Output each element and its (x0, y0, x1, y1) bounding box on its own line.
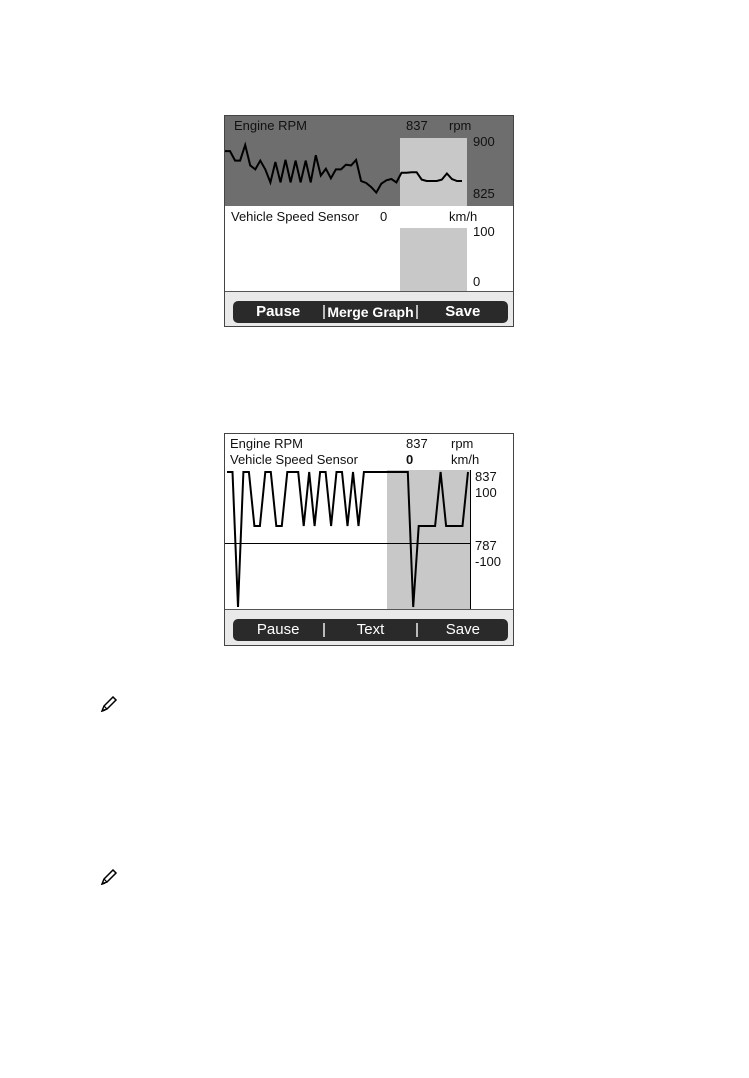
merged-graph-pane (225, 470, 513, 610)
note-pencil-icon (100, 696, 118, 712)
pid-unit: km/h (449, 209, 478, 224)
merge-graph-button[interactable]: Merge Graph (327, 304, 414, 320)
pid-name: Vehicle Speed Sensor (231, 209, 359, 224)
pid-value: 837 (406, 118, 428, 133)
text-button[interactable]: Text (356, 621, 385, 638)
axis-max-pid1: 837 (475, 470, 497, 484)
current-value-highlight (400, 228, 467, 292)
graph-screen-merged (224, 433, 514, 646)
axis-min-pid2: -100 (475, 554, 502, 569)
engine-rpm-graph-pane (225, 116, 513, 206)
pid-unit: rpm (449, 118, 472, 133)
graph-screen-individual (224, 115, 514, 327)
pid-unit: km/h (451, 452, 480, 467)
softkey-bar (233, 301, 508, 323)
axis-min: 825 (473, 186, 495, 201)
softkey-bar (233, 619, 508, 641)
pid-unit: rpm (451, 436, 474, 451)
axis-min-pid1: 787 (475, 538, 497, 553)
vehicle-speed-graph-pane (225, 206, 513, 292)
axis-max-pid2: 100 (475, 485, 497, 500)
save-button[interactable]: Save (445, 303, 481, 320)
current-value-highlight (387, 470, 470, 610)
pause-button[interactable]: Pause (256, 621, 300, 638)
note-pencil-icon (100, 869, 118, 885)
pid-value: 837 (406, 436, 428, 451)
pause-button[interactable]: Pause (256, 303, 301, 320)
pid-value: 0 (380, 209, 388, 224)
axis-max: 900 (473, 134, 495, 149)
pid-value: 0 (406, 452, 414, 467)
axis-min: 0 (473, 274, 481, 289)
pid-name: Vehicle Speed Sensor (230, 452, 358, 467)
merged-graph (225, 470, 513, 610)
pid-name: Engine RPM (234, 118, 307, 133)
save-button[interactable]: Save (445, 621, 480, 638)
axis-max: 100 (473, 224, 495, 239)
pid-name: Engine RPM (230, 436, 303, 451)
